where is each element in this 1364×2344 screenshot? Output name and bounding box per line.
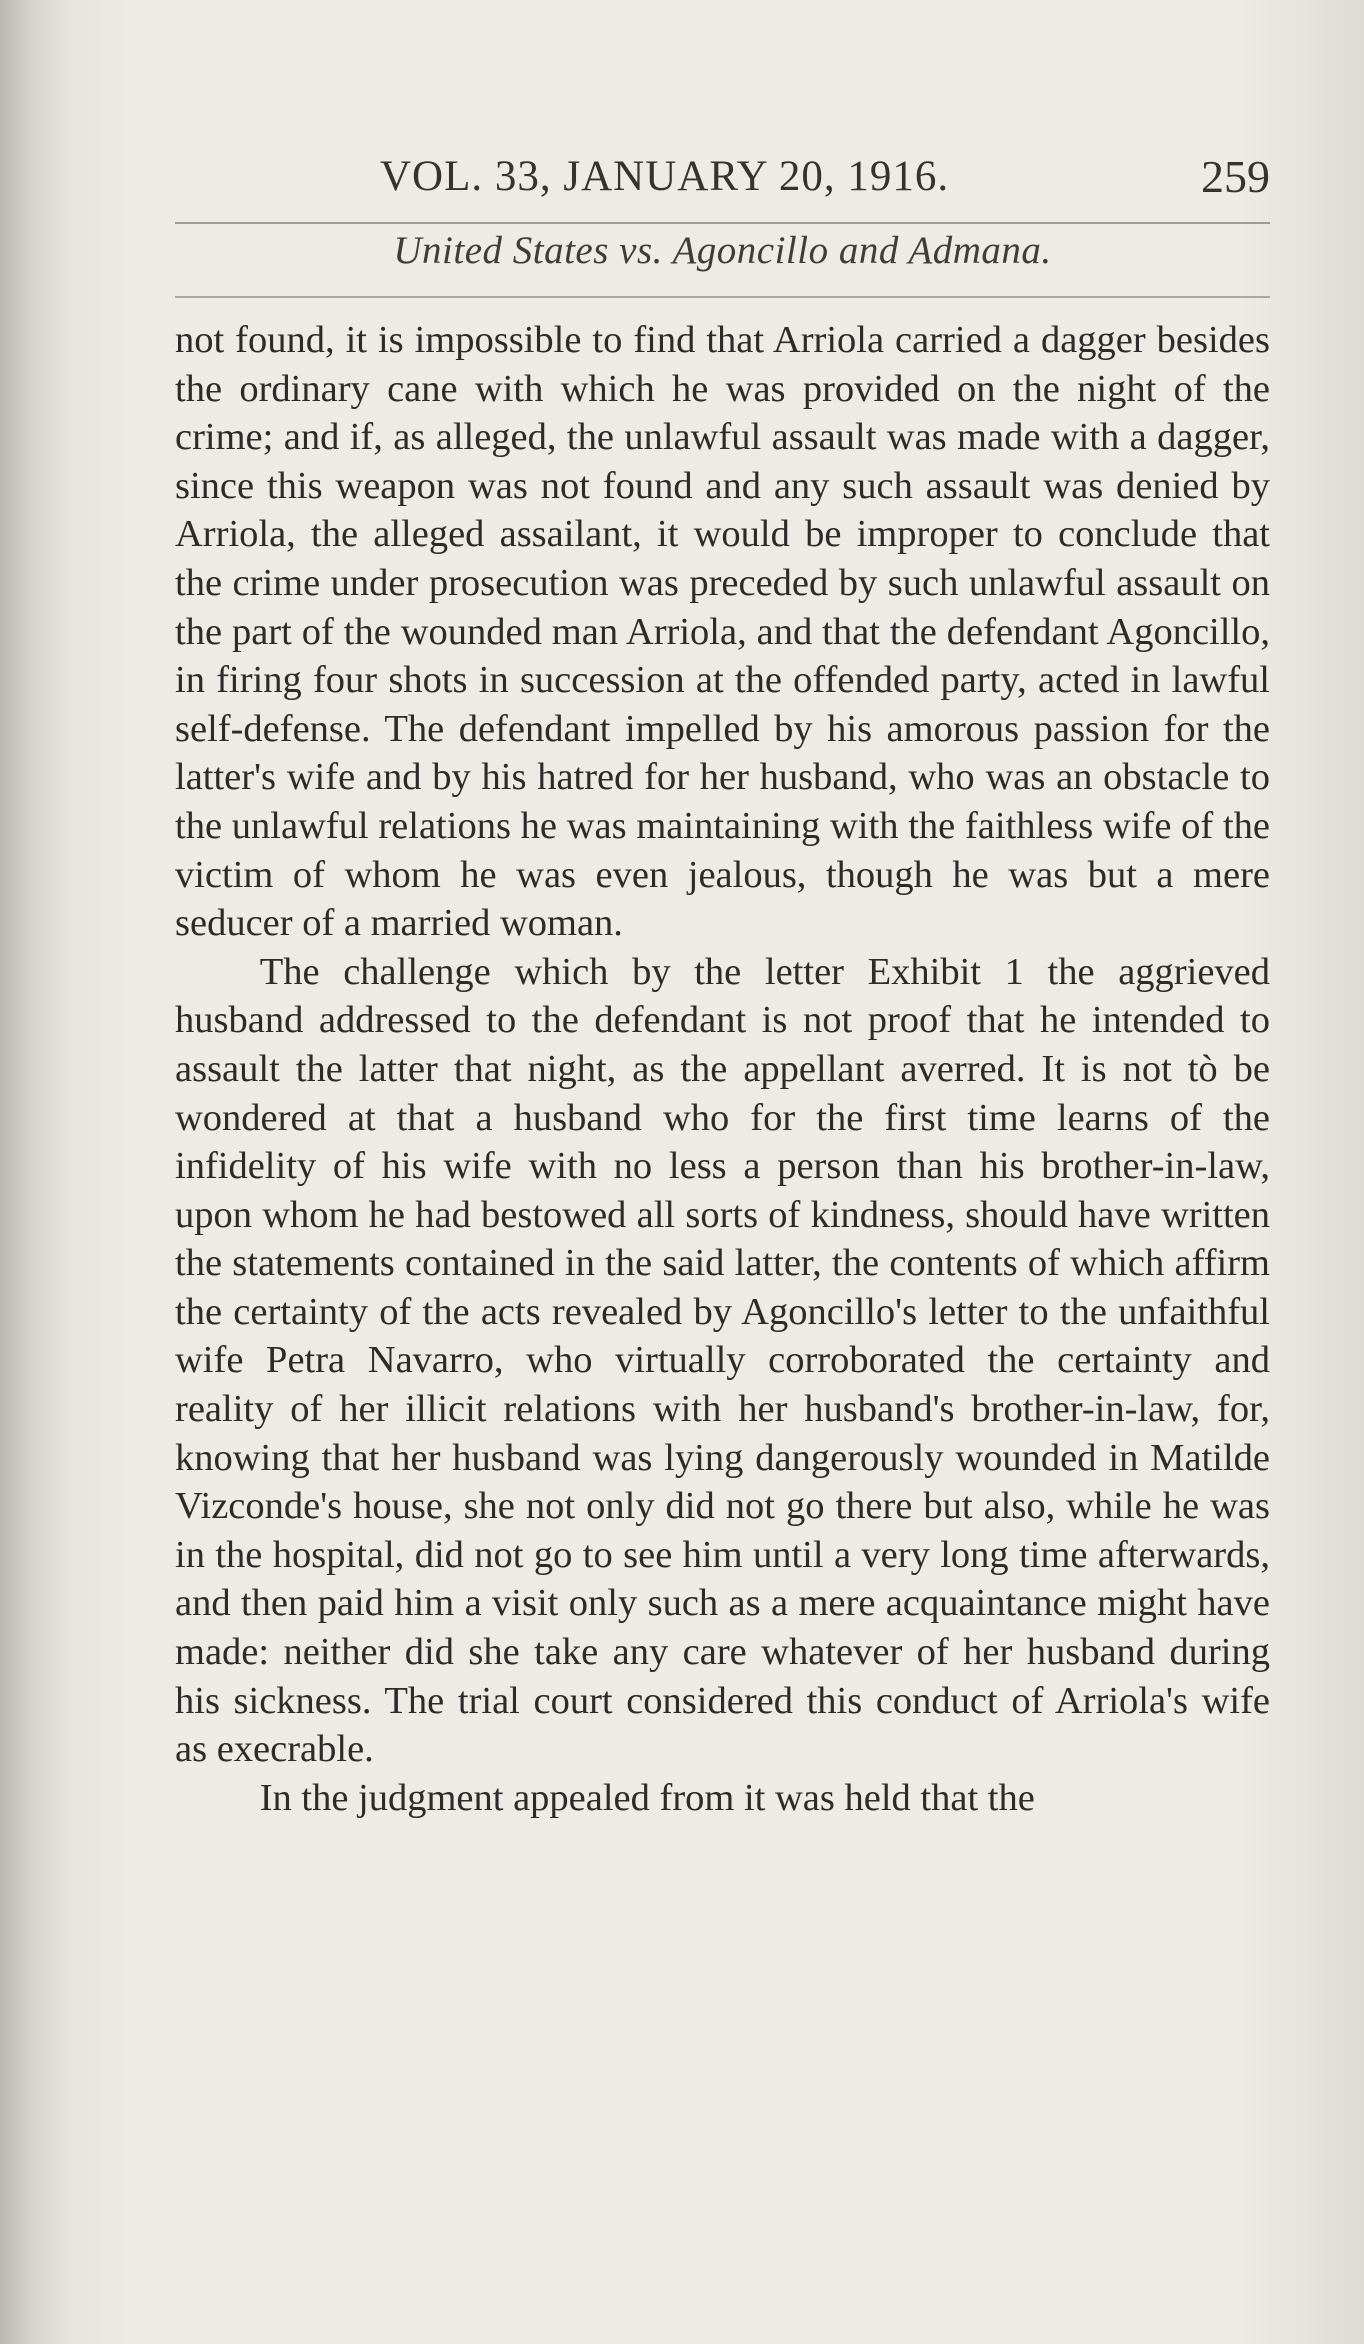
page-number: 259 — [1201, 151, 1270, 202]
running-head: VOL. 33, JANUARY 20, 1916. — [380, 153, 950, 200]
header-rule — [175, 222, 1270, 224]
page-header — [380, 140, 1270, 210]
paragraph-judgment: In the judgment appealed from it was held that the — [259, 1776, 1035, 1819]
body-text — [175, 316, 1270, 1822]
case-title-rule — [175, 296, 1270, 298]
paragraph-continued: not found, it is impossible to find that Arriola carried a dagger besides the ordinary cane with which he was provided on the night of the crime; and if, as alleged, the unlawful assault was made with a dagger, since this weapon was not found and any such assault was denied by Arriola, the alleged assailant, it would be improper to conclude that the crime under prosecution was preceded by such unlawful assault on the part of the wounded man Arriola, and that the defendant Agoncillo, in firing four shots in succession at the offended party, acted in lawful self-defense. The defendant impelled by his amorous passion for the latter's wife and by his hatred for her husband, who was an obstacle to the unlawful relations he was maintaining with the faithless wife of the victim of whom he was even jealous, though he was but a mere seducer of a married woman. — [175, 319, 1270, 945]
paragraph-challenge: The challenge which by the letter Exhibit 1 the aggrieved husband addressed to the defendant is not proof that he intended to assault the latter that night, as the appellant averred. It is not tò be wondered at that a husband who for the first time learns of the infidelity of his wife with no less a person than his brother-in-law, upon whom he had bestowed all sorts of kindness, should have written the statements contained in the said latter, the contents of which affirm the certainty of the acts revealed by Agoncillo's letter to the unfaithful wife Petra Navarro, who virtually corroborated the certainty and reality of her illicit relations with her husband's brother-in-law, for, knowing that her husband was lying dangerously wounded in Matilde Vizconde's house, she not only did not go there but also, while he was in the hospital, did not go to see him until a very long time afterwards, and then paid him a visit only such as a mere acquaintance might have made: neither did she take any care whatever of her husband during his sickness. The trial court considered this conduct of Arriola's wife as execrable. — [175, 950, 1270, 1771]
case-title: United States vs. Agoncillo and Admana. — [393, 229, 1052, 272]
